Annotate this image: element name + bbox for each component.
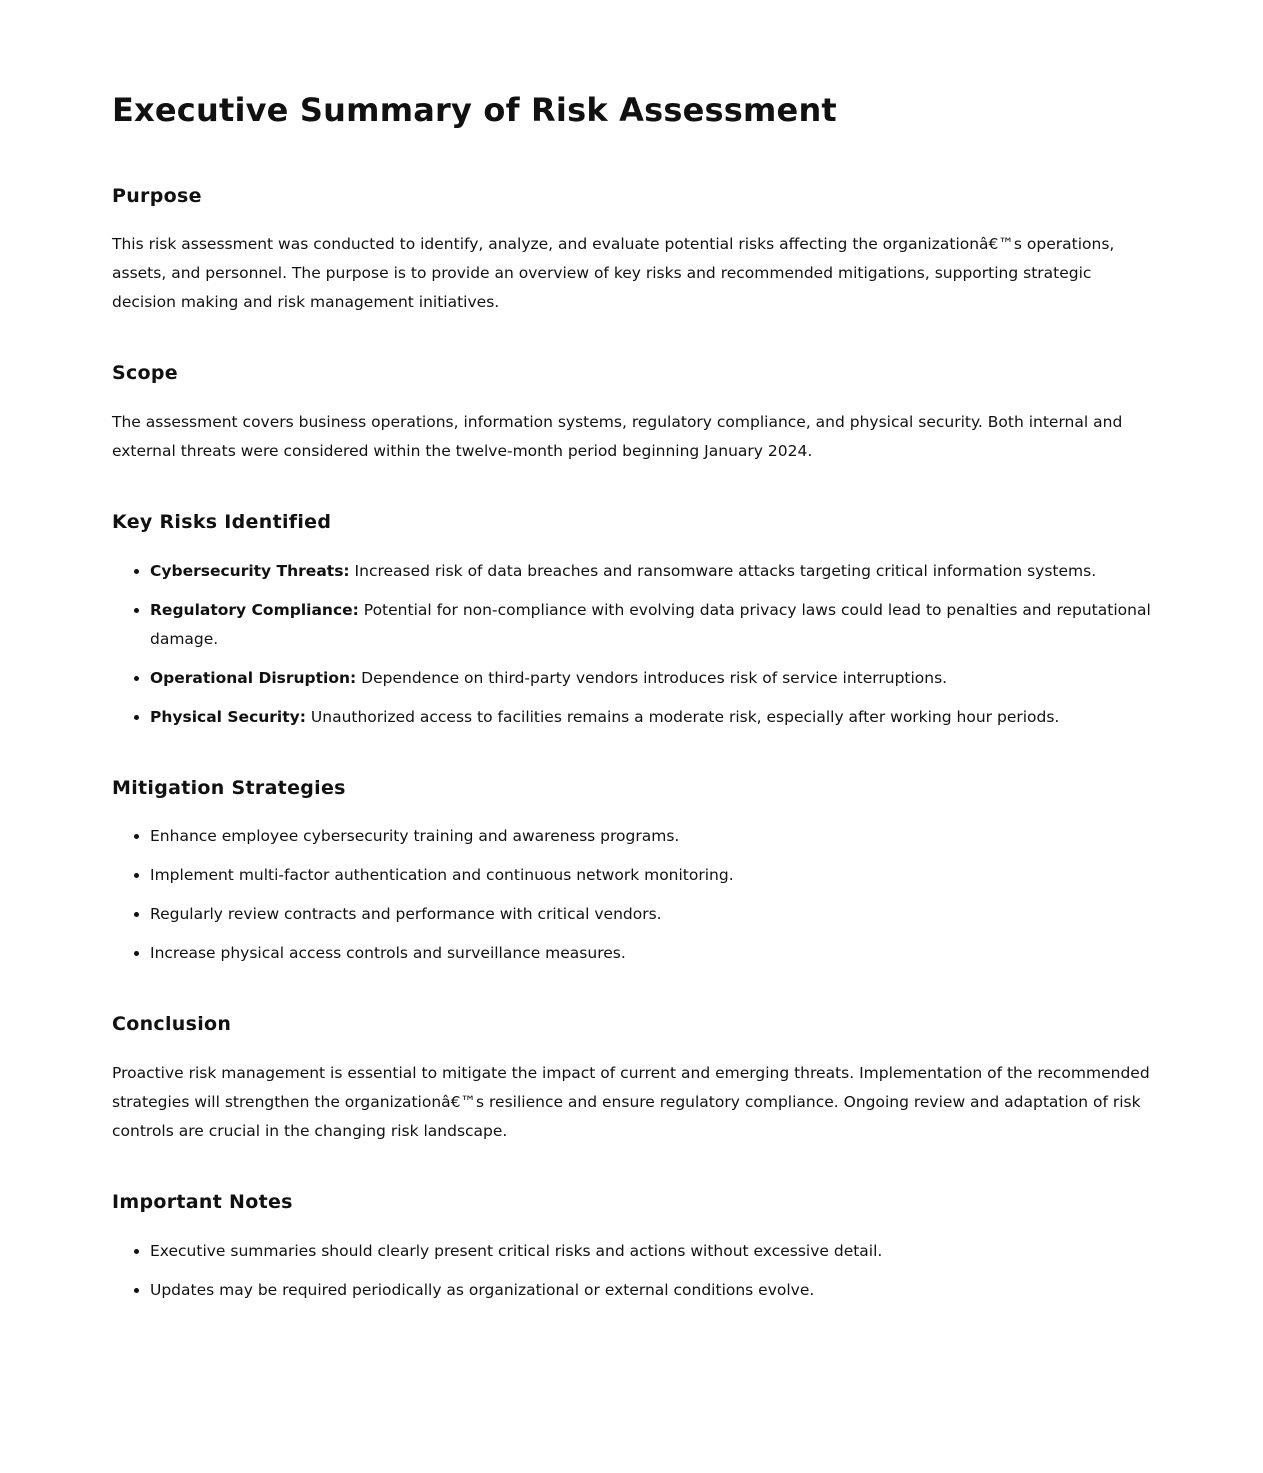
key-risks-heading: Key Risks Identified	[112, 510, 332, 533]
list-item: • Implement multi-factor authentication and continuous network monitoring.	[150, 861, 1151, 890]
page-title: Executive Summary of Risk Assessment	[112, 91, 837, 129]
notes-list	[112, 1237, 1151, 1305]
key-risks-list	[112, 557, 1151, 732]
list-item	[150, 557, 1151, 586]
mitigation-section	[112, 776, 1151, 969]
risk-text: Dependence on third-party vendors introduces risk of service interruptions.	[356, 668, 948, 687]
conclusion-text: Proactive risk management is essential to mitigate the impact of current and emerging threats. Implementation of the recommended strategies will strengthen the organizationâ€™s resilience and ensure regulatory compliance. Ongoing review and adaptation of risk controls are crucial in the changing risk landscape.	[112, 1064, 1150, 1141]
notes-section	[112, 1190, 1151, 1305]
scope-section	[112, 361, 1151, 466]
purpose-text: This risk assessment was conducted to identify, analyze, and evaluate potential risks affecting the organizationâ€™s operations, assets, and personnel. The purpose is to provide an overview of key risks and recommended mitigations, supporting strategic decision making and risk management initiatives.	[112, 235, 1115, 312]
purpose-heading: Purpose	[112, 184, 202, 207]
risk-term: Regulatory Compliance:	[150, 600, 359, 619]
list-item	[150, 703, 1151, 732]
list-item	[150, 596, 1151, 654]
scope-heading: Scope	[112, 362, 178, 385]
list-item: • Executive summaries should clearly present critical risks and actions without excessive detail.	[150, 1237, 1151, 1266]
scope-text: The assessment covers business operations, information systems, regulatory compliance, and physical security. Both internal and external threats were considered within the twelve-month period beginning January 2024.	[112, 412, 1123, 460]
mitigation-heading: Mitigation Strategies	[112, 776, 346, 799]
risk-text: Potential for non-compliance with evolving data privacy laws could lead to penalties and reputational damage.	[150, 600, 1151, 648]
notes-heading: Important Notes	[112, 1191, 293, 1214]
list-item: • Enhance employee cybersecurity training and awareness programs.	[150, 822, 1151, 851]
risk-term: Operational Disruption:	[150, 668, 357, 687]
key-risks-section	[112, 510, 1151, 732]
list-item: • Updates may be required periodically as organizational or external conditions evolve.	[150, 1276, 1151, 1305]
list-item: • Increase physical access controls and surveillance measures.	[150, 939, 1151, 968]
risk-term: Cybersecurity Threats:	[150, 561, 350, 580]
list-item	[150, 664, 1151, 693]
conclusion-section	[112, 1012, 1151, 1146]
risk-text: Increased risk of data breaches and ransomware attacks targeting critical information systems.	[349, 561, 1097, 580]
mitigation-list	[112, 822, 1151, 968]
risk-term: Physical Security:	[150, 707, 306, 726]
risk-text: Unauthorized access to facilities remains a moderate risk, especially after working hour periods.	[305, 707, 1060, 726]
conclusion-heading: Conclusion	[112, 1013, 232, 1036]
list-item: • Regularly review contracts and performance with critical vendors.	[150, 900, 1151, 929]
purpose-section	[112, 184, 1151, 318]
